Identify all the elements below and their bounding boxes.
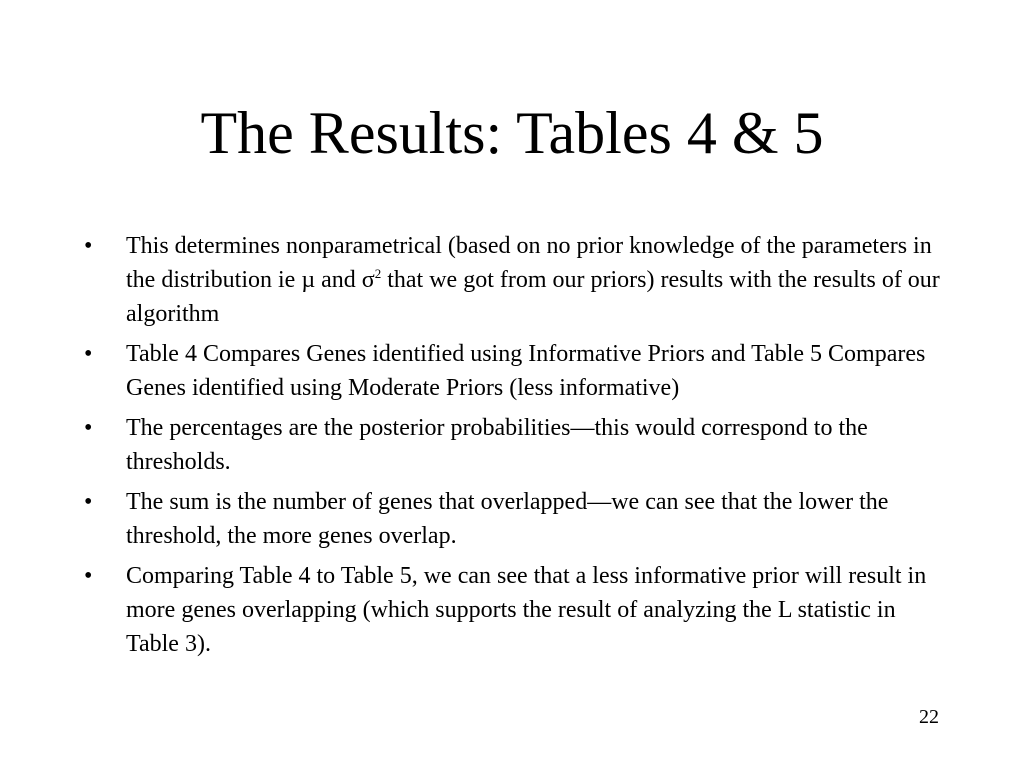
bullet-marker: • xyxy=(84,563,93,589)
bullet-text-part: that we got from our priors) results with the results of our algorithm xyxy=(126,267,940,327)
bullet-list xyxy=(84,229,954,667)
page-number: 22 xyxy=(919,706,939,728)
bullet-text: Table 4 Compares Genes identified using Informative Priors and Table 5 Compares Genes identified using Moderate Priors (less informative) xyxy=(126,341,926,401)
bullet-text xyxy=(126,233,940,327)
bullet-item xyxy=(84,559,954,661)
slide-title: The Results: Tables 4 & 5 xyxy=(200,100,824,166)
superscript: 2 xyxy=(374,266,382,281)
bullet-marker: • xyxy=(84,233,93,259)
bullet-item xyxy=(84,411,954,479)
bullet-text: Comparing Table 4 to Table 5, we can see that a less informative prior will result in more genes overlapping (which supports the result of analyzing the L statistic in Table 3). xyxy=(126,563,927,657)
bullet-text: The sum is the number of genes that overlapped—we can see that the lower the threshold, the more genes overlap. xyxy=(126,489,889,549)
bullet-item xyxy=(84,337,954,405)
bullet-marker: • xyxy=(84,489,93,515)
bullet-marker: • xyxy=(84,415,93,441)
bullet-marker: • xyxy=(84,341,93,367)
bullet-item xyxy=(84,229,954,331)
bullet-item xyxy=(84,485,954,553)
bullet-text-part: This determines nonparametrical (based on no prior knowledge of the parameters in the distribution ie µ and σ xyxy=(126,233,932,293)
bullet-text: The percentages are the posterior probabilities—this would correspond to the thresholds. xyxy=(126,415,868,475)
